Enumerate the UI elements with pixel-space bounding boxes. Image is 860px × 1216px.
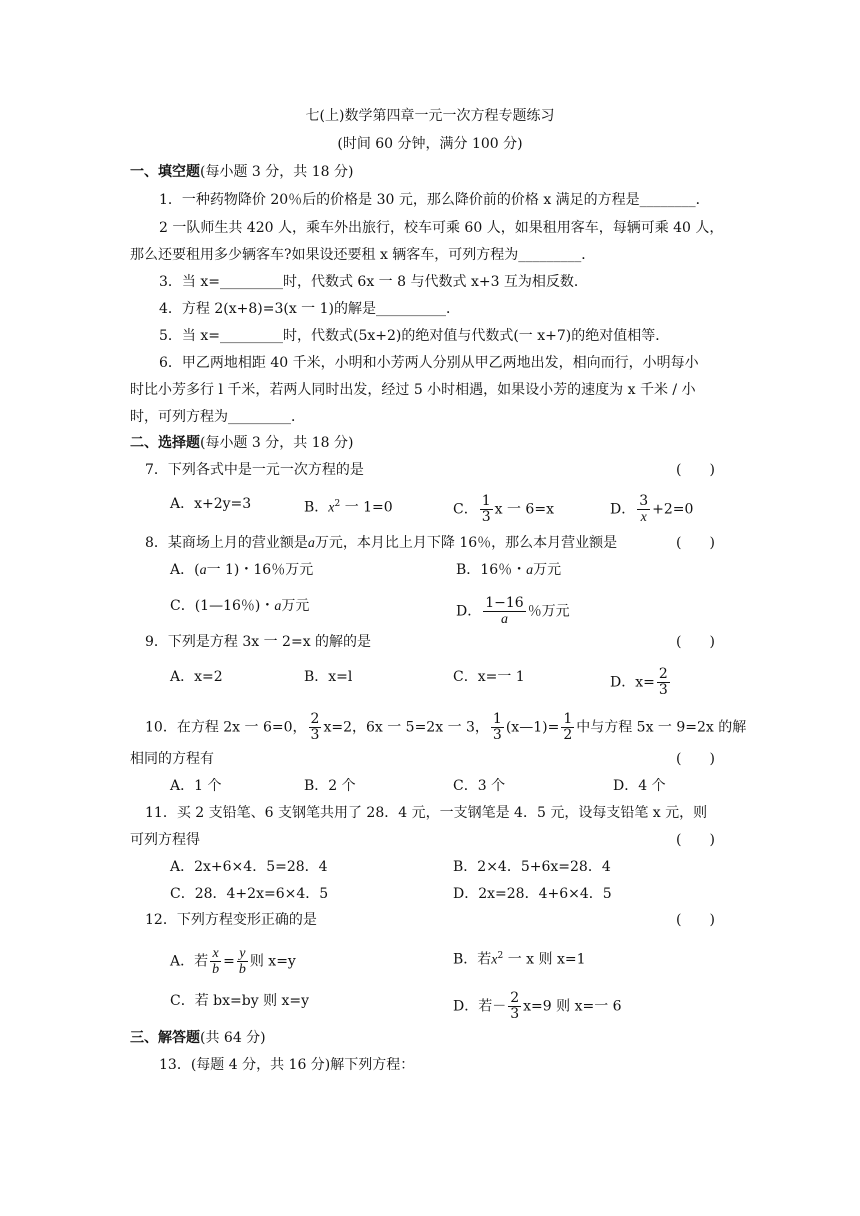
question-5: 5．当 x=_________时，代数式(5x+2)的绝对值与代数式(一 x+7)的绝对值相等．	[159, 328, 670, 344]
fraction: $\frac{y}{b}$	[238, 946, 246, 977]
section-title: 一、填空题	[130, 164, 200, 180]
fraction: $\frac{1}{2}$	[563, 711, 573, 743]
q9-option-c: C．x=一 1	[453, 669, 525, 685]
q12-option-b: B．若$x^2$ 一 x 则 x=1	[453, 951, 586, 968]
question-1: 1．一种药物降价 20％后的价格是 30 元，那么降价前的价格 x 满足的方程是________．	[159, 192, 710, 208]
question-8-stem: 8．某商场上月的营业额是a万元，本月比上月下降 16％，那么本月营业额是	[145, 535, 618, 551]
question-6-line-2: 时比小芳多行 l 千米，若两人同时出发，经过 5 小时相遇，如果设小芳的速度为 x 千米 / 小	[130, 382, 696, 398]
question-9-stem: 9．下列是方程 3x 一 2=x 的解的是	[145, 634, 372, 650]
q7-option-a: A．x+2y=3	[170, 496, 252, 512]
q8-option-c: C．(1—16％)・a万元	[170, 598, 310, 614]
q11-option-a: A．2x+6×4．5=28．4	[170, 859, 328, 875]
q10-option-d: D．4 个	[613, 778, 666, 794]
question-10-line-1: 10．在方程 2x 一 6=0， $\frac{2}{3}$ x=2，6x 一 5=2x 一 3， $\frac{1}{3}$ (x—1)= $\frac{1}{2}$ 中与方程 5x 一 9=2x 的解	[145, 711, 747, 743]
section-title: 三、解答题	[130, 1030, 200, 1046]
q10-option-a: A．1 个	[170, 778, 222, 794]
question-7-stem: 7．下列各式中是一元一次方程的是	[145, 462, 364, 478]
q11-option-b: B．2×4．5+6x=28．4	[453, 859, 611, 875]
fraction: $\frac{x}{b}$	[212, 946, 220, 977]
section-fill-blank-heading	[130, 162, 353, 182]
question-4: 4．方程 2(x+8)=3(x 一 1)的解是__________．	[159, 301, 460, 317]
fraction: $\frac{1}{3}$	[481, 493, 491, 525]
q8-option-a: A．(a一 1)・16％万元	[170, 562, 314, 578]
question-6-line-1: 6．甲乙两地相距 40 千米，小明和小芳两人分别从甲乙两地出发，相向而行，小明每小	[159, 355, 699, 371]
q7-option-b: B．$x^2$ 一 1=0	[304, 499, 393, 516]
question-11-line-1: 11．买 2 支铅笔、6 支钢笔共用了 28．4 元，一支钢笔是 4．5 元，设每支铅笔 x 元，则	[145, 805, 708, 821]
section-note: (共 64 分)	[200, 1030, 266, 1046]
page-subtitle: (时间 60 分钟，满分 100 分)	[337, 136, 523, 152]
fraction: $\frac{3}{x}$	[639, 493, 649, 525]
q12-option-d: D．若－ $\frac{2}{3}$ x=9 则 x=一 6	[453, 990, 622, 1022]
question-10-line-2: 相同的方程有	[130, 751, 214, 767]
question-2-line-2: 那么还要租用多少辆客车?如果设还要租 x 辆客车，可列方程为_________．	[130, 247, 596, 263]
q9-option-b: B．x=l	[304, 669, 353, 685]
fraction: $\frac{1}{3}$	[492, 711, 502, 743]
question-3: 3．当 x=_________时，代数式 6x 一 8 与代数式 x+3 互为相反数．	[159, 274, 588, 290]
answer-paren: ( )	[676, 912, 715, 928]
q11-option-c: C．28．4+2x=6×4．5	[170, 886, 329, 902]
q7-option-d: D． $\frac{3}{x}$ +2=0	[610, 493, 694, 525]
question-11-line-2: 可列方程得	[130, 832, 200, 848]
question-6-line-3: 时，可列方程为_________．	[130, 409, 305, 425]
page-title: 七(上)数学第四章一元一次方程专题练习	[305, 108, 555, 124]
section-note: (每小题 3 分，共 18 分)	[200, 164, 354, 180]
fraction: $\frac{1-16}{a}$	[485, 595, 524, 627]
answer-paren: ( )	[676, 751, 715, 767]
q8-option-d: D． $\frac{1-16}{a}$ ％万元	[456, 595, 570, 627]
question-13: 13．(每题 4 分，共 16 分)解下列方程：	[159, 1057, 415, 1073]
answer-paren: ( )	[676, 832, 715, 848]
q10-option-c: C．3 个	[453, 778, 506, 794]
section-solve-heading	[130, 1028, 266, 1048]
fraction: $\frac{2}{3}$	[510, 990, 520, 1022]
q11-option-d: D．2x=28．4+6×4．5	[453, 886, 612, 902]
section-note: (每小题 3 分，共 18 分)	[200, 435, 354, 451]
q12-option-a: A．若 $\frac{x}{b}$ = $\frac{y}{b}$ 则 x=y	[170, 946, 296, 977]
section-choice-heading	[130, 433, 353, 453]
fraction: $\frac{2}{3}$	[658, 666, 668, 698]
section-title: 二、选择题	[130, 435, 200, 451]
q7-option-c: C． $\frac{1}{3}$ x 一 6=x	[453, 493, 554, 525]
answer-paren: ( )	[676, 462, 715, 478]
question-12-stem: 12．下列方程变形正确的是	[145, 912, 317, 928]
q12-option-c: C．若 bx=by 则 x=y	[170, 993, 310, 1009]
answer-paren: ( )	[676, 634, 715, 650]
q9-option-d: D．x= $\frac{2}{3}$	[610, 666, 668, 698]
q8-option-b: B．16％・a万元	[456, 562, 562, 578]
question-2-line-1: 2 一队师生共 420 人，乘车外出旅行，校车可乘 60 人，如果租用客车，每辆可乘 40 人，	[159, 220, 724, 236]
q10-option-b: B．2 个	[304, 778, 356, 794]
q9-option-a: A．x=2	[170, 669, 223, 685]
fraction: $\frac{2}{3}$	[310, 711, 320, 743]
answer-paren: ( )	[676, 535, 715, 551]
